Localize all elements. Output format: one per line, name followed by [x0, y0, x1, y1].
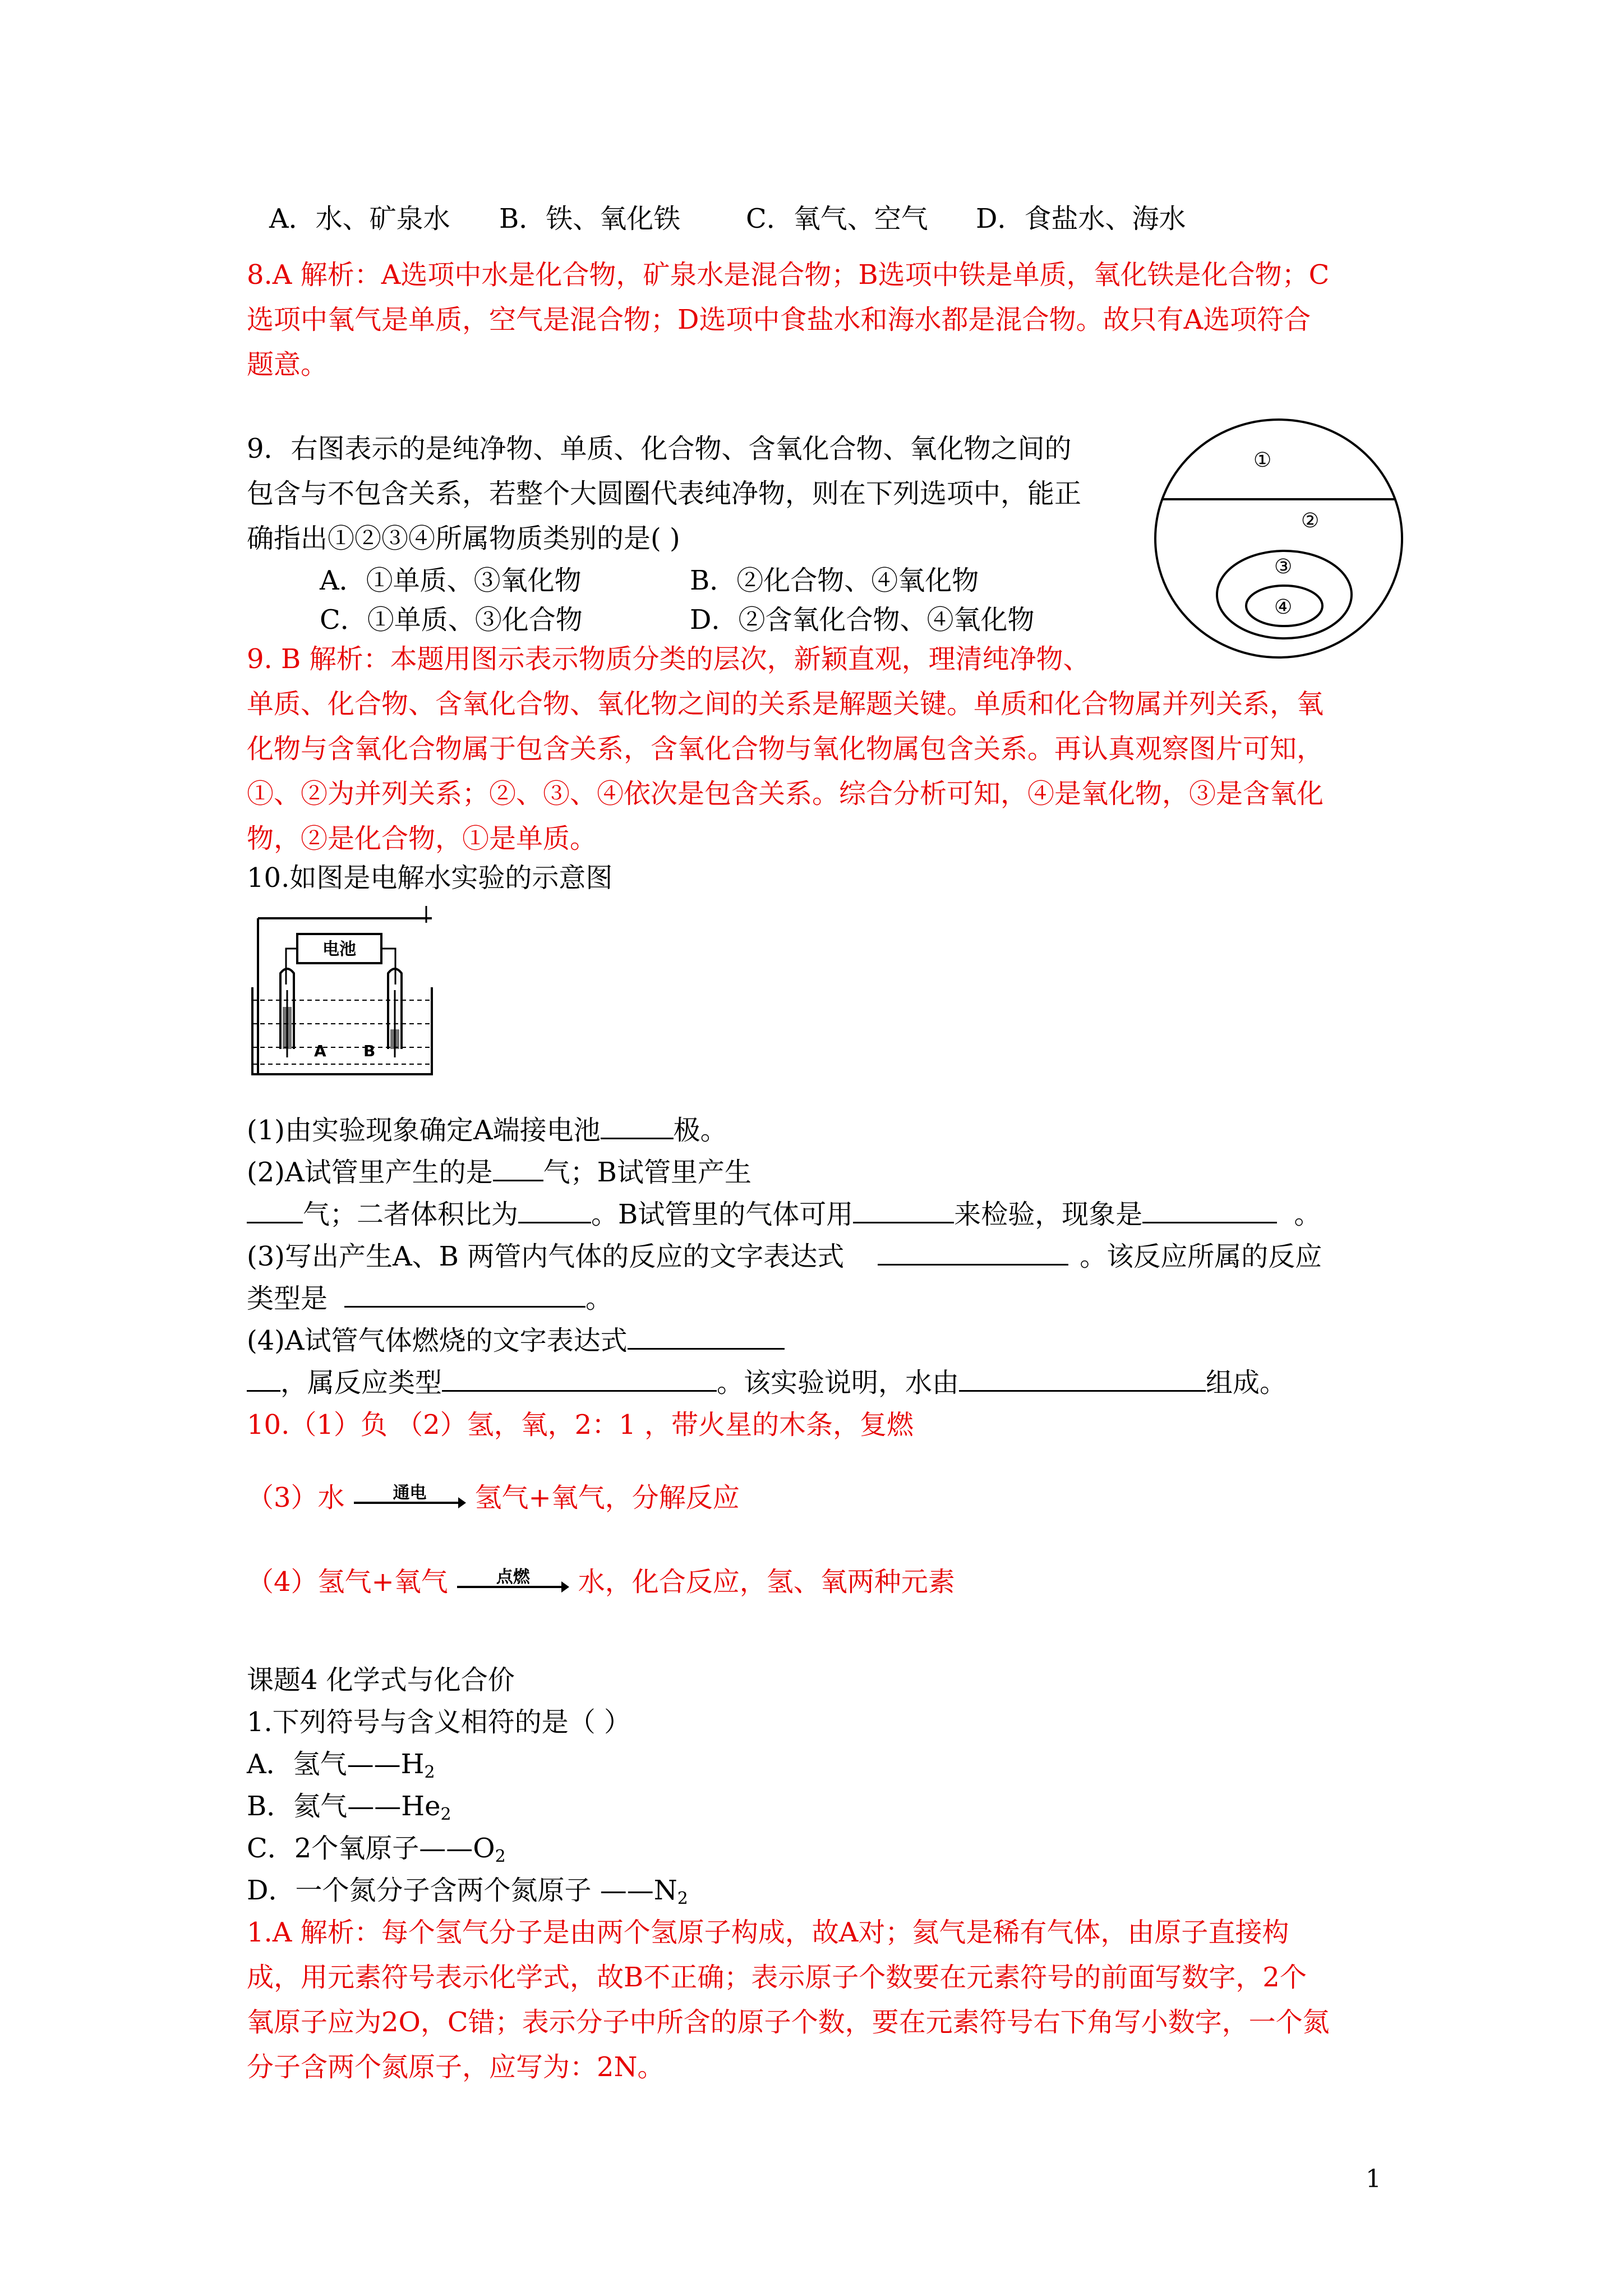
lesson4-option-a: A．氢气$——H_2$ [247, 1749, 435, 1782]
q10-answer1: 10.（1）负 （2）氢，氧，2：1 ，带火星的木条，复燃 [247, 1409, 914, 1441]
electrolysis-diagram [247, 906, 443, 1091]
lesson4-answer-line: 成，用元素符号表示化学式，故B不正确；表示原子个数要在元素符号的前面写数字，2个 [247, 1962, 1307, 1993]
q9-answer-line: 物，②是化合物，①是单质。 [247, 823, 597, 854]
q9-answer-line: 单质、化合物、含氧化合物、氧化物之间的关系是解题关键。单质和化合物属并列关系，氧 [247, 688, 1324, 720]
tube-a-label: A [314, 1042, 326, 1060]
q10-part3-line2: 类型是 。 [247, 1283, 613, 1314]
page-number: 1 [1366, 2165, 1381, 2193]
q9-answer-line: ①、②为并列关系；②、③、④依次是包含关系。综合分析可知，④是氧化物，③是含氧化 [247, 778, 1324, 809]
lesson4-answer-line: 氧原子应为2O，C错；表示分子中所含的原子个数，要在元素符号右下角写小数字，一个氮 [247, 2007, 1330, 2038]
q8-option-c: C．氧气、空气 [746, 203, 928, 234]
outer-circle [1155, 420, 1402, 657]
q10-part1: (1)由实验现象确定A端接电池 极。 [247, 1115, 727, 1146]
q8-option-d: D．食盐水、海水 [976, 203, 1186, 234]
q10-part3-line1: (3)写出产生A、B 两管内气体的反应的文字表达式 。该反应所属的反应 [247, 1241, 1322, 1272]
q9-answer-line: 9. B 解析：本题用图示表示物质分类的层次，新颖直观，理清纯净物、 [247, 643, 1090, 675]
q9-option-c: C．①单质、③化合物 [320, 604, 583, 636]
diagram-label: ① [1253, 449, 1272, 472]
q9-option-a: A．①单质、③氧化物 [320, 565, 582, 596]
lesson4-option-c: C．2个氧原子$——O_2$ [247, 1833, 506, 1866]
classification-diagram [1150, 415, 1408, 662]
q9-option-b: B．②化合物、④氧化物 [690, 565, 979, 596]
reaction-arrow: 通电 [354, 1481, 466, 1515]
q9-stem-line: 9．右图表示的是纯净物、单质、化合物、含氧化合物、氧化物之间的 [247, 433, 1072, 464]
q9-stem-line: 确指出①②③④所属物质类别的是( ) [247, 523, 680, 554]
q10-answer4: （4）氢气+氧气 点燃 水，化合反应，氢、氧两种元素 [247, 1566, 955, 1598]
q9-answer-line: 化物与含氧化合物属于包含关系，含氧化合物与氧化物属包含关系。再认真观察图片可知， [247, 733, 1324, 765]
q9-stem-line: 包含与不包含关系，若整个大圆圈代表纯净物，则在下列选项中，能正 [247, 478, 1082, 509]
lesson4-title: 课题4 化学式与化合价 [247, 1664, 515, 1696]
q10-title: 10.如图是电解水实验的示意图 [247, 862, 613, 894]
diagram-label: ② [1301, 509, 1320, 532]
lesson4-answer-line: 分子含两个氮原子，应写为：2N。 [247, 2051, 665, 2083]
reaction-arrow: 点燃 [457, 1565, 569, 1599]
q8-answer-line: 题意。 [247, 349, 328, 380]
q10-part4-line2: ，属反应类型 。该实验说明，水由 组成。 [247, 1366, 1287, 1400]
q10-part4-line1: (4)A试管气体燃烧的文字表达式 [247, 1324, 785, 1358]
q10-part2-line1: (2)A试管里产生的是 气；B试管里产生 [247, 1157, 751, 1188]
q8-answer-line: 8.A 解析：A选项中水是化合物，矿泉水是混合物；B选项中铁是单质，氧化铁是化合物；C [247, 259, 1330, 291]
q10-part2-line2: 气；二者体积比为 。B试管里的气体可用 来检验，现象是 。 [247, 1198, 1321, 1231]
battery-label: 电池 [322, 940, 356, 959]
diagram-label: ④ [1274, 596, 1293, 619]
q10-answer3: （3）水 通电 氢气+氧气，分解反应 [247, 1482, 740, 1513]
q8-option-a: A．水、矿泉水 [269, 203, 450, 234]
tube-b-label: B [363, 1042, 376, 1060]
lesson4-option-b: B．氦气$——He_2$ [247, 1791, 451, 1824]
lesson4-answer-line: 1.A 解析：每个氢气分子是由两个氢原子构成，故A对；氦气是稀有气体，由原子直接构 [247, 1917, 1289, 1948]
q8-option-b: B．铁、氧化铁 [499, 203, 681, 234]
diagram-label: ③ [1274, 555, 1293, 578]
q8-answer-line: 选项中氧气是单质，空气是混合物；D选项中食盐水和海水都是混合物。故只有A选项符合 [247, 304, 1311, 335]
lesson4-option-d: D．一个氮分子含两个氮原子 $——N_2$ [247, 1875, 688, 1908]
q9-option-d: D．②含氧化合物、④氧化物 [690, 604, 1035, 636]
lesson4-q1-stem: 1.下列符号与含义相符的是（ ） [247, 1706, 631, 1738]
